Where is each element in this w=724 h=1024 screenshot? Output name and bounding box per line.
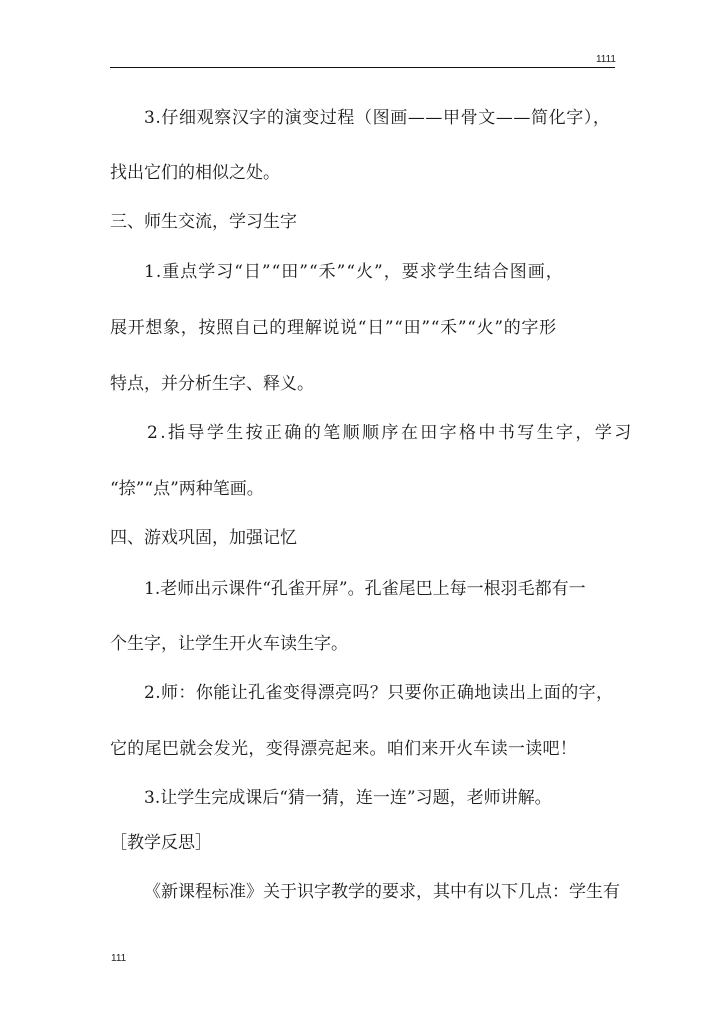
text-line-11: 个生字，让学生开火车读生字。 — [110, 634, 348, 654]
text-line-10: 1.老师出示课件“孔雀开屏”。孔雀尾巴上每一根羽毛都有一 — [144, 579, 586, 599]
text-line-5: 展开想象，按照自己的理解说说“日”“田”“禾”“火”的字形 — [110, 318, 557, 338]
text-line-14: 3.让学生完成课后“猜一猜，连一连”习题，老师讲解。 — [144, 788, 552, 808]
header-page-number: 1111 — [595, 54, 616, 65]
text-line-1: 3.仔细观察汉字的演变过程（图画——甲骨文——简化字）， — [144, 108, 611, 128]
section-heading-3: 三、师生交流，学习生字 — [110, 212, 297, 232]
text-line-7: 2.指导学生按正确的笔顺顺序在田字格中书写生字，学习 — [147, 423, 634, 443]
header-rule — [110, 67, 615, 68]
text-line-13: 它的尾巴就会发光，变得漂亮起来。咱们来开火车读一读吧！ — [110, 739, 578, 759]
text-line-4: 1.重点学习“日”“田”“禾”“火”，要求学生结合图画， — [144, 262, 564, 282]
text-line-8: “捺”“点”两种笔画。 — [110, 479, 264, 499]
text-line-12: 2.师：你能让孔雀变得漂亮吗？只要你正确地读出上面的字， — [144, 683, 614, 703]
section-heading-reflection: ［教学反思］ — [110, 833, 212, 853]
footer-page-number: 111 — [111, 953, 127, 964]
text-line-6: 特点，并分析生字、释义。 — [110, 374, 314, 394]
text-line-2: 找出它们的相似之处。 — [110, 163, 280, 183]
section-heading-4: 四、游戏巩固，加强记忆 — [110, 528, 297, 548]
text-line-16: 《新课程标准》关于识字教学的要求，其中有以下几点：学生有 — [144, 882, 620, 902]
